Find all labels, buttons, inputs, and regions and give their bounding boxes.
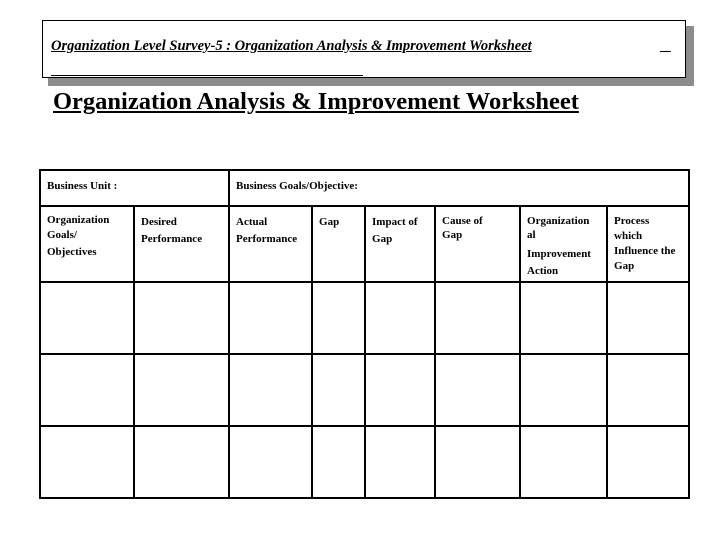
table-cell[interactable] xyxy=(607,282,689,354)
table-row xyxy=(40,426,689,498)
column-header xyxy=(435,206,520,282)
business-goals-label: Business Goals/Objective: xyxy=(236,180,358,192)
column-header-line: al xyxy=(527,229,536,241)
table-cell[interactable] xyxy=(607,354,689,426)
table-cell[interactable] xyxy=(312,354,365,426)
table-cell[interactable] xyxy=(520,282,607,354)
table-row xyxy=(40,354,689,426)
table-cell[interactable] xyxy=(312,282,365,354)
banner-title: Organization Level Survey-5 : Organization Analysis & Improvement Worksheet xyxy=(51,38,532,54)
column-header-line: Gap xyxy=(319,216,340,228)
column-header xyxy=(312,206,365,282)
banner-suffix: _ xyxy=(660,38,671,54)
business-unit-label: Business Unit : xyxy=(47,180,118,192)
column-header-line: which xyxy=(614,230,643,242)
table-cell[interactable] xyxy=(607,426,689,498)
table-cell[interactable] xyxy=(40,354,134,426)
column-header-line: Influence the xyxy=(614,245,676,257)
table-cell[interactable] xyxy=(520,426,607,498)
banner-underline xyxy=(51,75,363,76)
page-title: Organization Analysis & Improvement Worksheet xyxy=(53,88,579,115)
column-header-line: Action xyxy=(527,265,559,277)
column-header-line: Performance xyxy=(236,233,298,245)
column-header-line: Actual xyxy=(236,216,268,228)
column-header-line: Gap xyxy=(614,260,635,272)
table-cell[interactable] xyxy=(365,282,435,354)
table-cell[interactable] xyxy=(229,282,312,354)
table-header-row xyxy=(40,206,689,282)
table-cell[interactable] xyxy=(134,426,229,498)
column-header-line: Cause of xyxy=(442,215,483,227)
table-cell[interactable] xyxy=(229,354,312,426)
table-cell[interactable] xyxy=(40,426,134,498)
column-header xyxy=(134,206,229,282)
header-banner xyxy=(42,20,686,78)
table-cell[interactable] xyxy=(312,426,365,498)
table-cell[interactable] xyxy=(520,354,607,426)
column-header-line: Gap xyxy=(372,233,393,245)
column-header-line: Impact of xyxy=(372,216,418,228)
table-cell[interactable] xyxy=(435,282,520,354)
column-header xyxy=(229,206,312,282)
table-cell[interactable] xyxy=(134,354,229,426)
column-header-line: Desired xyxy=(141,216,177,228)
table-cell[interactable] xyxy=(229,426,312,498)
column-header-line: Goals/ xyxy=(47,229,77,241)
column-header xyxy=(520,206,607,282)
column-header-line: Organization xyxy=(47,214,110,226)
column-header xyxy=(607,206,689,282)
column-header xyxy=(40,206,134,282)
table-row xyxy=(40,170,689,206)
table-cell[interactable] xyxy=(40,282,134,354)
worksheet-table xyxy=(39,169,690,499)
business-goals-cell[interactable] xyxy=(229,170,689,206)
table-cell[interactable] xyxy=(365,354,435,426)
table-cell[interactable] xyxy=(435,354,520,426)
column-header-line: Performance xyxy=(141,233,203,245)
column-header-line: Organization xyxy=(527,215,590,227)
table-cell[interactable] xyxy=(134,282,229,354)
column-header xyxy=(365,206,435,282)
table-cell[interactable] xyxy=(435,426,520,498)
table-row xyxy=(40,282,689,354)
table-cell[interactable] xyxy=(365,426,435,498)
column-header-line: Gap xyxy=(442,229,463,241)
column-header-line: Objectives xyxy=(47,246,97,258)
column-header-line: Improvement xyxy=(527,248,591,260)
column-header-line: Process xyxy=(614,215,650,227)
business-unit-cell[interactable] xyxy=(40,170,229,206)
